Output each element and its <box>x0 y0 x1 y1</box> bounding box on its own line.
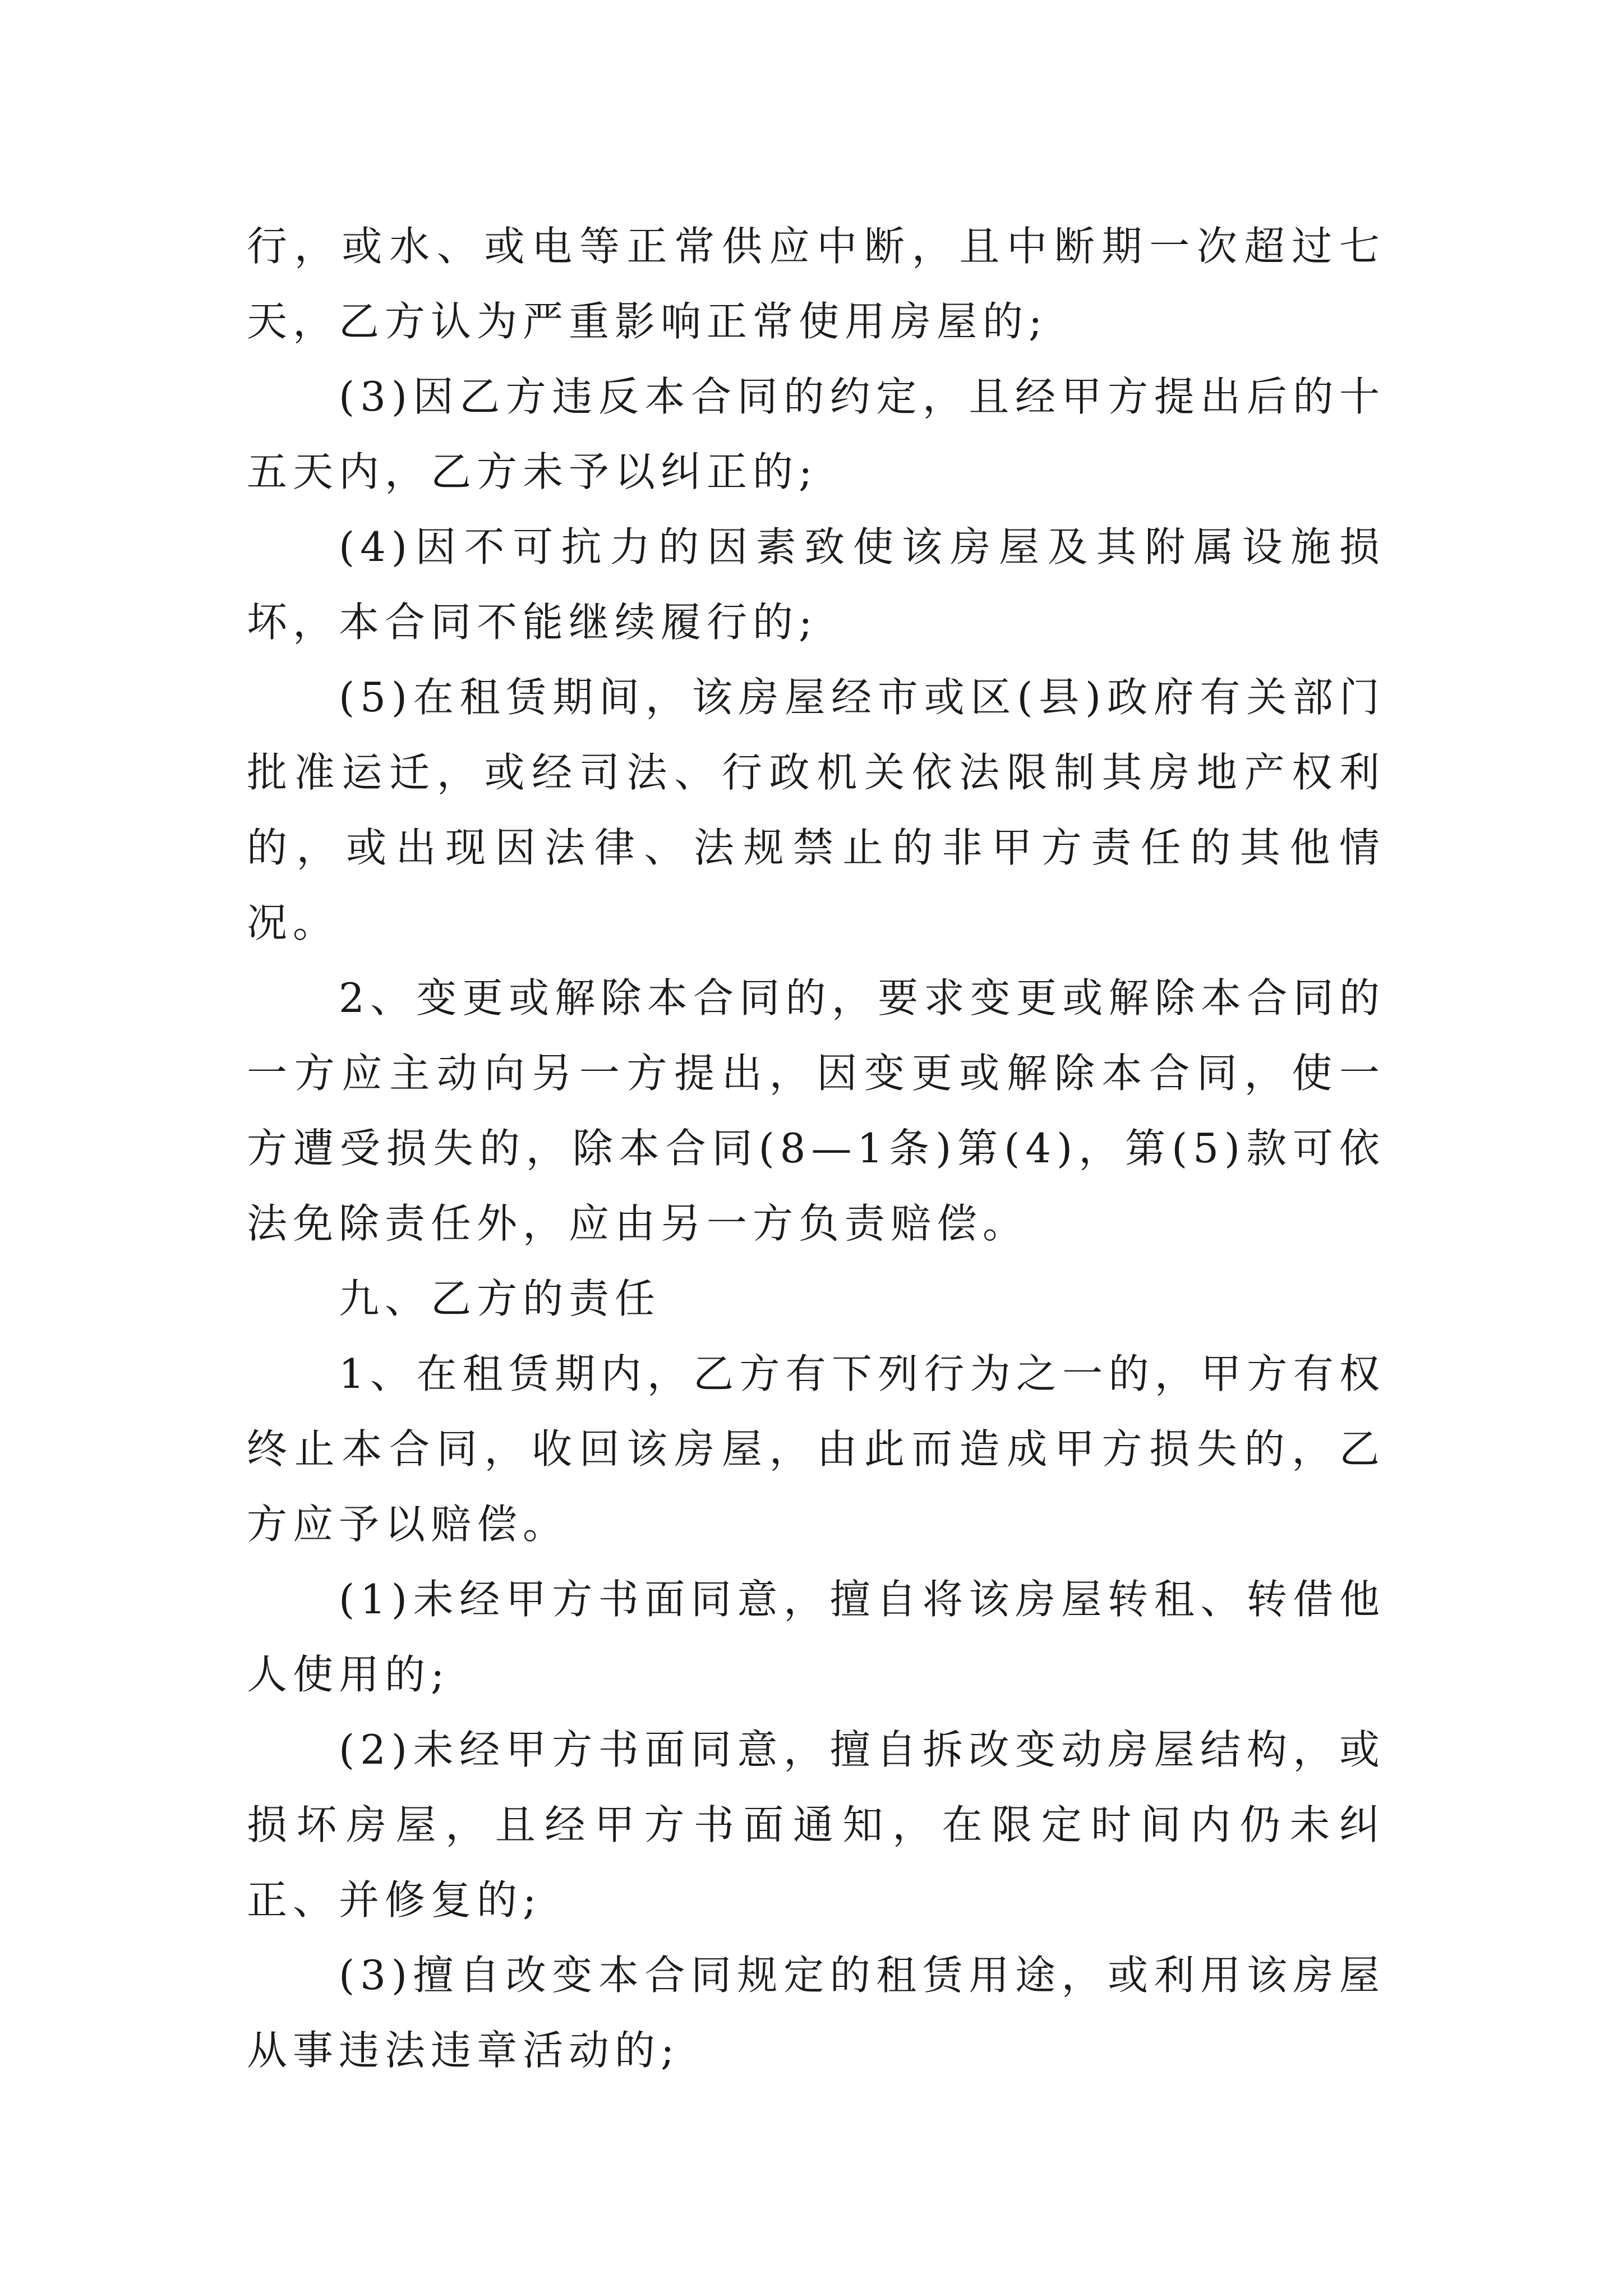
paragraph-section-9-clause-3: (3)擅自改变本合同规定的租赁用途，或利用该房屋从事违法违章活动的; <box>247 1952 1385 2074</box>
paragraph-continued-clause-2: 行，或水、或电等正常供应中断，且中断期一次超过七天，乙方认为严重影响正常使用房屋的; <box>247 223 1385 345</box>
paragraph-section-9-item-1: 1、在租赁期内，乙方有下列行为之一的，甲方有权终止本合同，收回该房屋，由此而造成甲方损失的，乙方应予以赔偿。 <box>247 1350 1385 1548</box>
document-body <box>247 209 1385 2088</box>
section-heading-9: 九、乙方的责任 <box>339 1275 661 1322</box>
paragraph-clause-3: (3)因乙方违反本合同的约定，且经甲方提出后的十五天内，乙方未予以纠正的; <box>247 373 1385 495</box>
paragraph-section-9-clause-2: (2)未经甲方书面同意，擅自拆改变动房屋结构，或损坏房屋，且经甲方书面通知，在限定时间内仍未纠正、并修复的; <box>247 1726 1385 1924</box>
paragraph-clause-4: (4)因不可抗力的因素致使该房屋及其附属设施损坏，本合同不能继续履行的; <box>247 523 1385 646</box>
paragraph-section-8-item-2: 2、变更或解除本合同的，要求变更或解除本合同的一方应主动向另一方提出，因变更或解除本合同，使一方遭受损失的，除本合同(8—1条)第(4)，第(5)款可依法免除责任外，应由另一方负责赔偿。 <box>247 974 1385 1247</box>
paragraph-clause-5: (5)在租赁期间，该房屋经市或区(县)政府有关部门批准运迁，或经司法、行政机关依法限制其房地产权利的，或出现因法律、法规禁止的非甲方责任的其他情况。 <box>247 674 1385 946</box>
paragraph-section-9-clause-1: (1)未经甲方书面同意，擅自将该房屋转租、转借他人使用的; <box>247 1576 1385 1698</box>
